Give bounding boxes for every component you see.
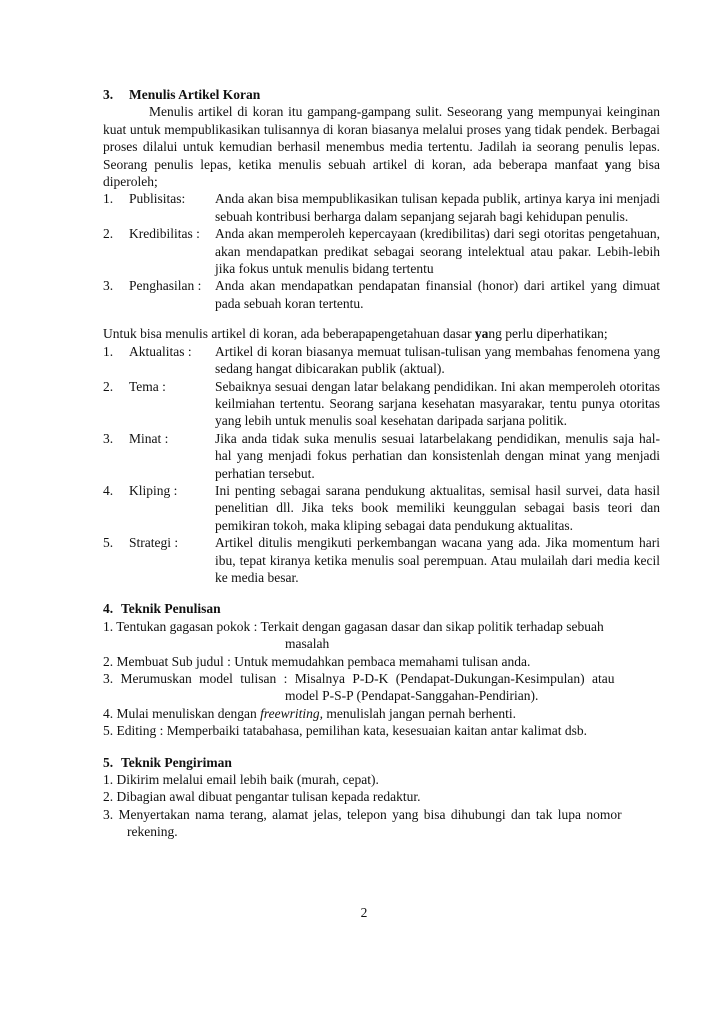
- section-title: Menulis Artikel Koran: [129, 87, 261, 102]
- section-3-intro: Menulis artikel di koran itu gampang-gampang sulit. Seseorang yang mempunyai keinginan kuat untuk mempublikasikan tulisannya di koran biasanya melalui proses yang tidak pendek. Berbagai proses dilalui untuk kemudian berhasil menembus media tertentu. Jadilah ia seorang penulis lepas. Seorang penulis lepas, ketika menulis sebuah artikel di koran, ada beberapa manfaat yang bisa diperoleh;: [103, 104, 660, 190]
- list-item: 1. Aktualitas : Artikel di koran biasanya memuat tulisan-tulisan yang membahas fenomena yang sedang hangat dibicarakan publik (aktual).: [103, 343, 660, 377]
- section-title: Teknik Pengiriman: [121, 754, 232, 770]
- section-number: 4.: [103, 601, 114, 617]
- section-number: 5.: [103, 754, 114, 770]
- section-3-heading: [103, 86, 660, 103]
- list-item-continuation: rekening.: [127, 824, 178, 840]
- section-5-heading: [103, 754, 660, 771]
- knowledge-list: [103, 343, 660, 587]
- section-number: 3.: [103, 87, 114, 102]
- list-item: 4. Kliping : Ini penting sebagai sarana pendukung aktualitas, semisal hasil survei, data hasil penelitian dll. Jika teks book memiliki keunggulan sebagai basis teori dan pemikiran tokoh, maka kliping sebagai data pendukung aktualitas.: [103, 482, 660, 533]
- list-item: 3. Penghasilan : Anda akan mendapatkan pendapatan finansial (honor) dari artikel yang dimuat pada sebuah koran tertentu.: [103, 278, 660, 311]
- section-4-heading: [103, 600, 660, 617]
- list-item: 3. Merumuskan model tulisan : Misalnya P-D-K (Pendapat-Dukungan-Kesimpulan) atau: [103, 671, 615, 686]
- list-item: 2. Dibagian awal dibuat pengantar tulisan kepada redaktur.: [103, 789, 421, 805]
- page-number: 2: [360, 905, 368, 920]
- section-title: Teknik Penulisan: [121, 601, 221, 617]
- list-item: 5. Strategi : Artikel ditulis mengikuti perkembangan wacana yang ada. Jika momentum hari ibu, tepat kiranya ketika menulis soal perempuan. Atau mulailah dari media kecil ke media besar.: [103, 535, 660, 585]
- list-item-continuation: masalah: [285, 636, 330, 652]
- list-item: 2. Kredibilitas : Anda akan memperoleh kepercayaan (kredibilitas) dari segi otoritas pengetahuan, akan mendapatkan predikat sebagai seorang intelektual atau pakar. Lebih-lebih jika fokus untuk menulis bidang tertentu: [103, 226, 660, 277]
- list-item: 3. Minat : Jika anda tidak suka menulis sesuai latarbelakang pendidikan, menulis saja hal-hal yang menjadi fokus perhatian dan konsistenlah dengan minat yang menjadi perhatian tersebut.: [103, 430, 660, 481]
- list-item: 3. Menyertakan nama terang, alamat jelas, telepon yang bisa dihubungi dan tak lupa nomor: [103, 806, 622, 822]
- list-item: 5. Editing : Memperbaiki tatabahasa, pemilihan kata, kesesuaian kaitan antar kalimat dsb.: [103, 723, 587, 739]
- list-item: 1. Tentukan gagasan pokok : Terkait dengan gagasan dasar dan sikap politik terhadap sebuah: [103, 618, 604, 634]
- benefits-list: [103, 190, 660, 312]
- list-item: 2. Tema : Sebaiknya sesuai dengan latar belakang pendidikan. Ini akan memperoleh otoritas keilmiahan tertentu. Seorang sarjana kesehatan masyarakar, tentu punya otoritas yang lebih untuk menulis soal kesehatan daripada sarjana politik.: [103, 378, 660, 429]
- list-item: 1. Publisitas: Anda akan bisa mempublikasikan tulisan kepada publik, artinya karya ini menjadi sebuah kontribusi berharga dalam sepanjang sejarah bagi kehidupan penulis.: [103, 191, 660, 224]
- knowledge-lead: Untuk bisa menulis artikel di koran, ada beberapapengetahuan dasar yang perlu diperhatikan;: [103, 326, 608, 342]
- list-item: 4. Mulai menuliskan dengan freewriting, menulislah jangan pernah berhenti.: [103, 705, 517, 721]
- list-item-continuation: model P-S-P (Pendapat-Sanggahan-Pendirian).: [285, 688, 539, 704]
- list-item: 1. Dikirim melalui email lebih baik (murah, cepat).: [103, 772, 379, 788]
- document-page: [103, 86, 660, 841]
- list-item: 2. Membuat Sub judul : Untuk memudahkan pembaca memahami tulisan anda.: [103, 653, 531, 669]
